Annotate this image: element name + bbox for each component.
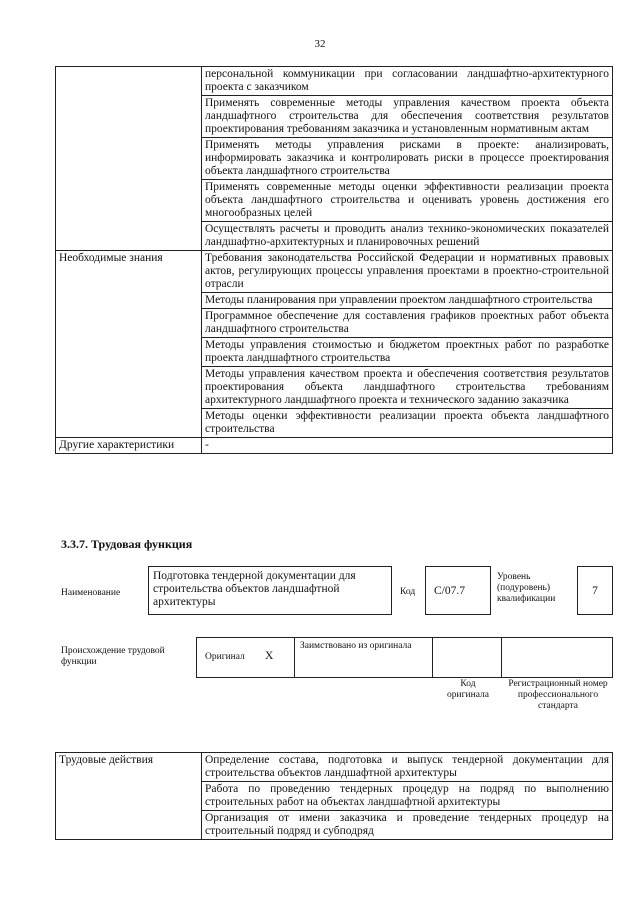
function-name-box xyxy=(148,566,392,615)
labor-action-row: Работа по проведению тендерных процедур на подряд по выполнению строительных работ на объектах ландшафтной архитектуры xyxy=(202,782,613,811)
skills-row: Применять методы управления рисками в проекте: анализировать, информировать заказчика и контролировать риски в процессе проектирования объекта ландшафтного строительства xyxy=(202,138,613,180)
reg-number-label: Регистрационный номер профессионального стандарта xyxy=(508,679,608,711)
skills-label-cell xyxy=(56,67,202,251)
code-original-label: Код оригинала xyxy=(447,679,489,700)
skills-row: Применять современные методы оценки эффективности реализации проекта объекта ландшафтного строительства и оценивать уровень достижения его многообразных целей xyxy=(202,180,613,222)
knowledge-label: Необходимые знания xyxy=(56,251,202,438)
knowledge-row: Методы планирования при управлении проектом ландшафтного строительства xyxy=(202,293,613,309)
borrowed-cell xyxy=(294,637,433,678)
code-value: C/07.7 xyxy=(434,585,465,597)
page-number: 32 xyxy=(314,38,326,50)
level-value: 7 xyxy=(592,585,598,597)
name-label: Наименование xyxy=(61,588,121,598)
skills-row: персональной коммуникации при согласовании ландшафтно-архитектурного проекта с заказчиком xyxy=(202,67,613,96)
origin-label: Происхождение трудовой функции xyxy=(61,646,165,667)
original-label: Оригинал xyxy=(205,652,245,662)
other-characteristics-value: - xyxy=(202,438,613,454)
other-characteristics-label: Другие характеристики xyxy=(56,438,202,454)
knowledge-row: Программное обеспечение для составления графиков проектных работ объекта ландшафтного строительства xyxy=(202,309,613,338)
section-title: 3.3.7. Трудовая функция xyxy=(61,537,193,551)
original-mark: X xyxy=(265,650,274,662)
skills-row: Применять современные методы управления качеством проекта объекта ландшафтного строительства для обеспечения соответствия результатов проектирования требованиям заказчика и установленным нормативным актам xyxy=(202,96,613,138)
level-label: Уровень (подуровень) квалификации xyxy=(497,572,556,604)
skills-table xyxy=(55,66,613,454)
knowledge-row: Требования законодательства Российской Федерации и нормативных правовых актов, регулирующих процессы управления проектами в проектно-строительной отрасли xyxy=(202,251,613,293)
borrowed-label: Заимствовано из оригинала xyxy=(300,641,412,651)
skills-row: Осуществлять расчеты и проводить анализ технико-экономических показателей ландшафтно-архитектурных и планировочных решений xyxy=(202,222,613,251)
original-cell xyxy=(196,637,295,678)
reg-number-cell xyxy=(501,637,613,678)
level-box xyxy=(577,566,613,615)
knowledge-row: Методы управления качеством проекта и обеспечения соответствия результатов проектирования объекта ландшафтного строительства требованиям архитектурного ландшафтного проекта и технического заданию заказчика xyxy=(202,367,613,409)
labor-actions-table xyxy=(55,752,613,840)
labor-action-row: Определение состава, подготовка и выпуск тендерной документации для строительства объектов ландшафтной архитектуры xyxy=(202,753,613,782)
knowledge-row: Методы оценки эффективности реализации проекта объекта ландшафтного строительства xyxy=(202,409,613,438)
knowledge-row: Методы управления стоимостью и бюджетом проектных работ по разработке проекта ландшафтного строительства xyxy=(202,338,613,367)
code-box xyxy=(425,566,491,615)
code-original-cell xyxy=(432,637,502,678)
labor-action-row: Организация от имени заказчика и проведение тендерных процедур на строительный подряд и субподряд xyxy=(202,811,613,840)
code-label: Код xyxy=(400,587,416,597)
labor-actions-label: Трудовые действия xyxy=(56,753,202,840)
function-name: Подготовка тендерной документации для строительства объектов ландшафтной архитектуры xyxy=(153,570,356,608)
